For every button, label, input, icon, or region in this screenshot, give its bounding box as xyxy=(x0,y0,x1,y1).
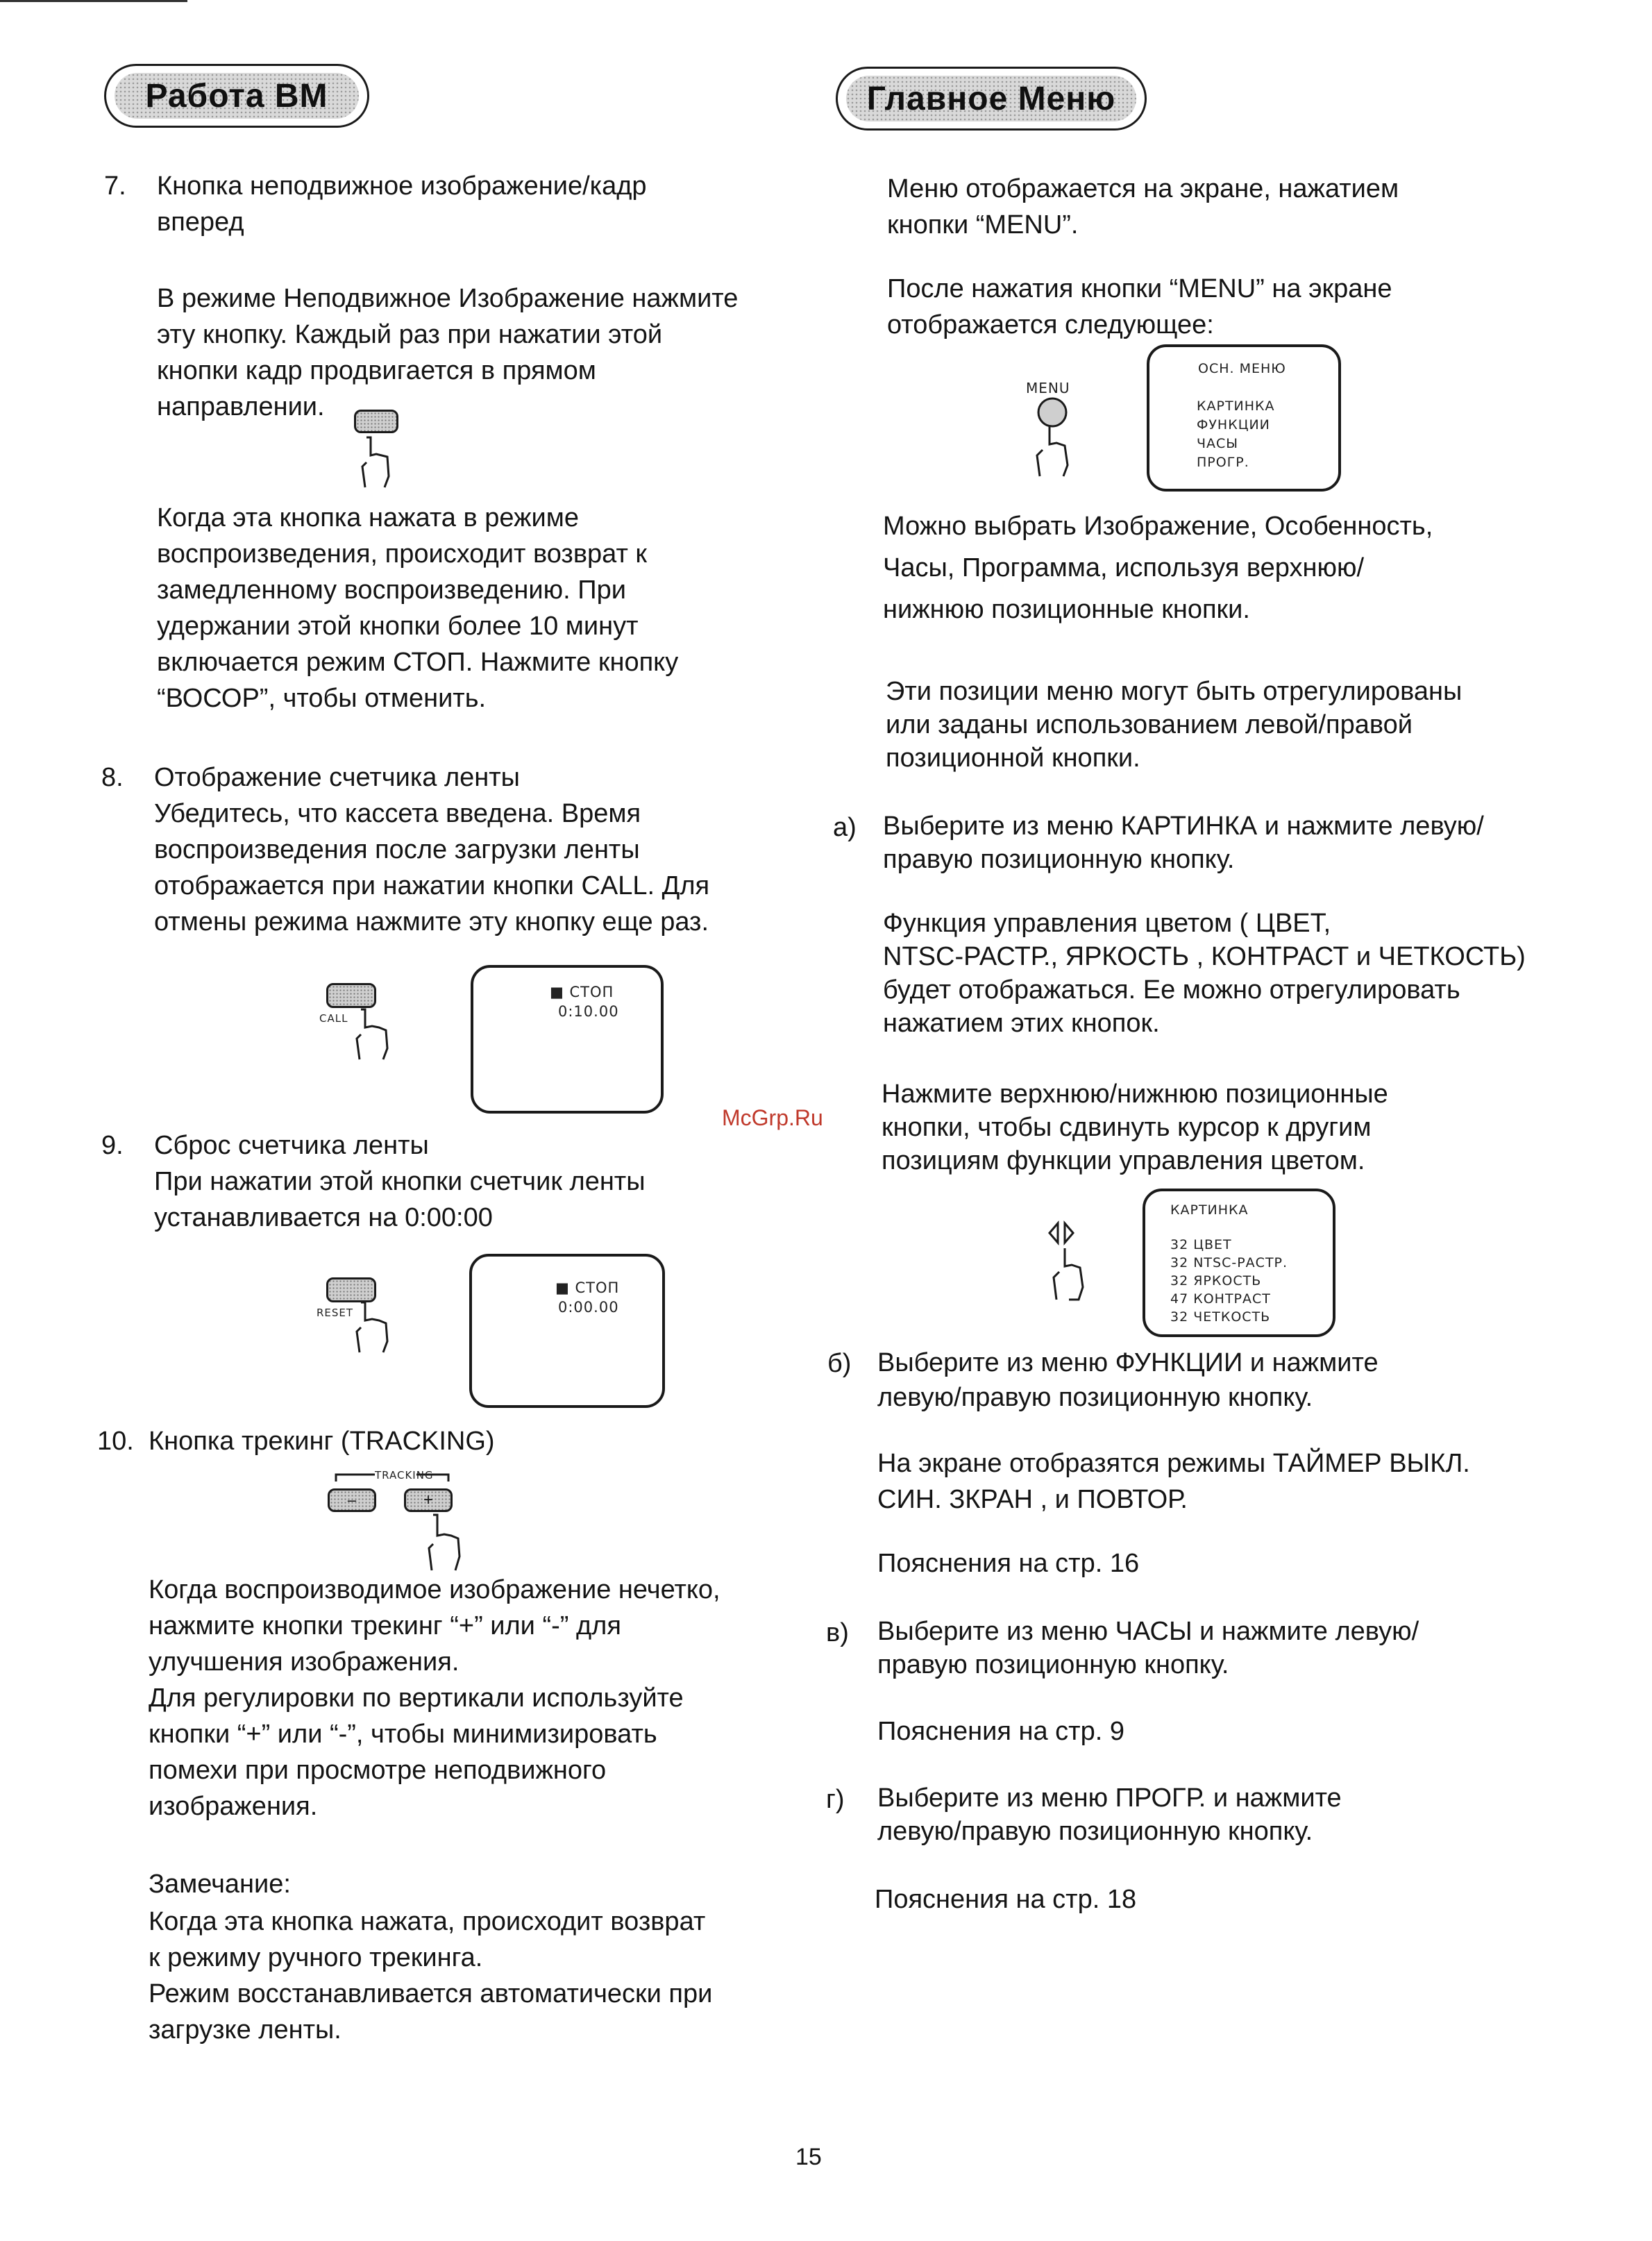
text-line: отображается следующее: xyxy=(887,310,1214,339)
screen-line: ОСН. МЕНЮ xyxy=(1198,361,1286,376)
text-line: удержании этой кнопки более 10 минут xyxy=(157,612,639,641)
item-a-label: а) xyxy=(833,813,857,842)
screen-line: КАРТИНКА xyxy=(1170,1202,1249,1218)
text-line: правую позиционную кнопку. xyxy=(877,1650,1229,1679)
text-line: Меню отображается на экране, нажатием xyxy=(887,174,1399,203)
item-c-reference: Пояснения на стр. 9 xyxy=(877,1717,1124,1746)
text-line: нажмите кнопки трекинг “+” или “-” для xyxy=(149,1611,621,1640)
text-line: После нажатия кнопки “MENU” на экране xyxy=(887,274,1392,303)
tv-screen-reset xyxy=(469,1254,665,1408)
text-line: воспроизведения, происходит возврат к xyxy=(157,539,648,569)
text-line: включается режим СТОП. Нажмите кнопку xyxy=(157,648,679,677)
item-b-paragraph xyxy=(877,1445,1470,1518)
text-line: При нажатии этой кнопки счетчик ленты xyxy=(154,1167,646,1196)
text-line: изображения. xyxy=(149,1792,318,1821)
menu-screen xyxy=(1147,344,1341,492)
item-7-paragraph-2 xyxy=(157,500,678,716)
screen-line: 32 NTSC-РАСТР. xyxy=(1170,1255,1288,1270)
item-9-text xyxy=(154,1127,646,1236)
pointing-hand-icon xyxy=(351,1300,400,1355)
text-line: Когда воспроизводимое изображение нечетко, xyxy=(149,1575,720,1604)
screen-line: ■ СТОП xyxy=(555,1279,620,1296)
call-button-illustration xyxy=(326,983,376,1008)
section-title-right-text: Главное Меню xyxy=(866,80,1116,117)
note-text xyxy=(149,1904,712,2048)
text-line: Когда эта кнопка нажата, происходит возврат xyxy=(149,1907,706,1936)
tracking-plus-button-illustration xyxy=(404,1488,453,1512)
text-line: NTSC-РАСТР., ЯРКОСТЬ , КОНТРАСТ и ЧЕТКОСТЬ) xyxy=(883,942,1526,971)
item-10-text xyxy=(149,1572,720,1824)
item-c-label: в) xyxy=(826,1618,849,1647)
text-line: Когда эта кнопка нажата в режиме xyxy=(157,503,579,532)
text-line: отмены режима нажмите эту кнопку еще раз. xyxy=(154,907,709,937)
screen-line: 0:00.00 xyxy=(558,1299,619,1316)
text-line: позиционной кнопки. xyxy=(886,744,1140,773)
tracking-label: TRACKING xyxy=(375,1469,434,1482)
text-line: Выберите из меню КАРТИНКА и нажмите левую/ xyxy=(883,812,1484,841)
text-line: устанавливается на 0:00:00 xyxy=(154,1203,493,1232)
text-line: кнопки “MENU”. xyxy=(887,210,1079,240)
item-10-title: Кнопка трекинг (TRACKING) xyxy=(149,1427,495,1456)
text-line: воспроизведения после загрузки ленты xyxy=(154,835,640,864)
text-line: замедленному воспроизведению. При xyxy=(157,576,626,605)
text-line: или заданы использованием левой/правой xyxy=(886,710,1413,739)
text-line: Сброс счетчика ленты xyxy=(154,1131,429,1160)
text-line: Отображение счетчика ленты xyxy=(154,763,520,792)
text-line: Нажмите верхнюю/нижнюю позиционные xyxy=(882,1080,1388,1109)
item-8-number: 8. xyxy=(101,763,124,792)
text-line: Выберите из меню ФУНКЦИИ и нажмите xyxy=(877,1348,1379,1377)
call-button-label: CALL xyxy=(319,1012,348,1025)
item-b-label: б) xyxy=(827,1349,852,1378)
text-line: кнопки “+” или “-”, чтобы минимизировать xyxy=(149,1720,657,1749)
text-line: кнопки кадр продвигается в прямом xyxy=(157,356,596,385)
item-a-text xyxy=(883,809,1484,876)
note-title: Замечание: xyxy=(149,1870,291,1899)
text-line: нажатием этих кнопок. xyxy=(883,1009,1160,1038)
text-line: направлении. xyxy=(157,392,325,421)
text-line: Выберите из меню ПРОГР. и нажмите xyxy=(877,1783,1342,1813)
reset-button-illustration xyxy=(326,1277,376,1302)
screen-line: ЧАСЫ xyxy=(1197,436,1239,451)
screen-line: ФУНКЦИИ xyxy=(1197,417,1270,433)
text-line: улучшения изображения. xyxy=(149,1647,460,1677)
section-title-right xyxy=(836,67,1147,131)
tracking-minus-button-illustration xyxy=(328,1488,376,1512)
text-line: Кнопка неподвижное изображение/кадр xyxy=(157,171,647,201)
text-line: Часы, Программа, используя верхнюю/ xyxy=(883,553,1365,582)
text-line: помехи при просмотре неподвижного xyxy=(149,1756,607,1785)
text-line: загрузке ленты. xyxy=(149,2015,342,2045)
item-d-reference: Пояснения на стр. 18 xyxy=(875,1885,1137,1914)
item-c-text xyxy=(877,1615,1419,1681)
text-line: Режим восстанавливается автоматически при xyxy=(149,1979,713,2008)
pointing-hand-icon xyxy=(351,1007,400,1062)
picture-menu-screen xyxy=(1143,1189,1335,1337)
menu-button-label: MENU xyxy=(1026,380,1070,396)
text-line: к режиму ручного трекинга. xyxy=(149,1943,483,1972)
text-line: эту кнопку. Каждый раз при нажатии этой xyxy=(157,320,663,349)
item-a-paragraph-2 xyxy=(882,1077,1388,1177)
section-title-left xyxy=(104,64,369,128)
page-number: 15 xyxy=(795,2144,822,2170)
item-7-heading xyxy=(157,168,647,240)
item-d-text xyxy=(877,1781,1342,1848)
text-line: отображается при нажатии кнопки CALL. Для xyxy=(154,871,710,900)
item-b-reference: Пояснения на стр. 16 xyxy=(877,1549,1140,1578)
screen-line: 32 ЯРКОСТЬ xyxy=(1170,1273,1262,1289)
right-intro-2 xyxy=(887,271,1392,343)
top-rule xyxy=(0,0,187,2)
screen-line: ■ СТОП xyxy=(550,984,614,1000)
left-right-arrows-with-hand-icon xyxy=(1044,1218,1099,1308)
text-line: СИН. ЗКРАН , и ПОВТОР. xyxy=(877,1485,1188,1514)
screen-line: КАРТИНКА xyxy=(1197,398,1275,414)
text-line: На экране отобразятся режимы ТАЙМЕР ВЫКЛ. xyxy=(877,1449,1470,1478)
reset-button-label: RESET xyxy=(317,1307,354,1319)
right-paragraph-1 xyxy=(883,505,1433,630)
text-line: кнопки, чтобы сдвинуть курсор к другим xyxy=(882,1113,1372,1142)
pointing-hand-icon xyxy=(423,1512,472,1573)
item-9-number: 9. xyxy=(101,1131,124,1160)
text-line: правую позиционную кнопку. xyxy=(883,845,1235,874)
plus-sign: + xyxy=(423,1491,433,1509)
text-line: нижнюю позиционные кнопки. xyxy=(883,595,1250,624)
text-line: Эти позиции меню могут быть отрегулированы xyxy=(886,677,1463,706)
watermark: McGrp.Ru xyxy=(722,1105,823,1130)
item-d-label: г) xyxy=(826,1785,845,1814)
text-line: будет отображаться. Ее можно отрегулировать xyxy=(883,975,1460,1005)
text-line: В режиме Неподвижное Изображение нажмите xyxy=(157,284,739,313)
pointing-hand-icon xyxy=(353,435,401,490)
text-line: Убедитесь, что кассета введена. Время xyxy=(154,799,641,828)
minus-sign: – xyxy=(347,1491,357,1509)
text-line: Можно выбрать Изображение, Особенность, xyxy=(883,512,1433,541)
item-7-paragraph xyxy=(157,280,738,425)
text-line: Функция управления цветом ( ЦВЕТ, xyxy=(883,909,1331,938)
item-10-number: 10. xyxy=(97,1427,134,1456)
screen-line: 0:10.00 xyxy=(558,1003,619,1020)
text-line: “ВОСОР”, чтобы отменить. xyxy=(157,684,487,713)
screen-line: 32 ЧЕТКОСТЬ xyxy=(1170,1309,1271,1325)
frame-advance-button-illustration xyxy=(354,410,398,433)
right-paragraph-2 xyxy=(886,675,1462,775)
tv-screen-counter xyxy=(471,965,664,1114)
section-title-left-text: Работа ВМ xyxy=(145,77,328,115)
text-line: Для регулировки по вертикали используйте xyxy=(149,1684,684,1713)
text-line: левую/правую позиционную кнопку. xyxy=(877,1817,1313,1846)
text-line: позициям функции управления цветом. xyxy=(882,1146,1365,1175)
screen-line: ПРОГР. xyxy=(1197,455,1249,470)
right-intro-1 xyxy=(887,171,1399,243)
menu-button-with-hand-icon xyxy=(1025,396,1087,479)
text-line: левую/правую позиционную кнопку. xyxy=(877,1383,1313,1412)
item-7-number: 7. xyxy=(104,171,126,201)
item-a-paragraph xyxy=(883,907,1526,1040)
text-line: Выберите из меню ЧАСЫ и нажмите левую/ xyxy=(877,1617,1419,1646)
item-8-text xyxy=(154,759,709,940)
screen-line: 47 КОНТРАСТ xyxy=(1170,1291,1271,1307)
text-line: вперед xyxy=(157,208,244,237)
screen-line: 32 ЦВЕТ xyxy=(1170,1237,1232,1252)
item-b-text xyxy=(877,1345,1379,1415)
